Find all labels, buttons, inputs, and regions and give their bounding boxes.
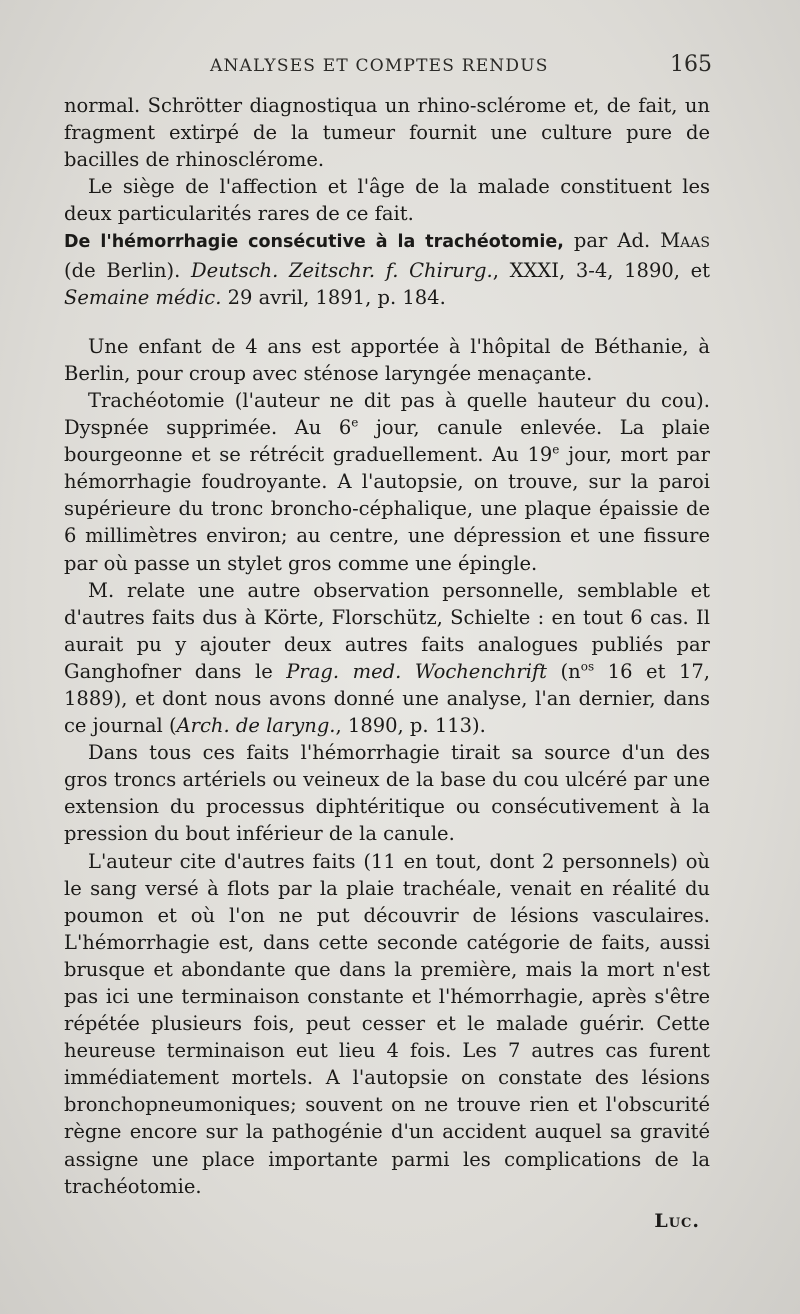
ordinal-suffix: e [351, 415, 359, 430]
other-cases-text-c: 16 et 17, 1889), et dont nous avons donné une analyse, l'an dernier, dans ce journal ( [64, 659, 710, 738]
paragraph-course [64, 387, 710, 577]
other-cases-text-a: M. relate une autre observation personnelle, semblable et d'autres faits dus à Körte, Florschütz, Schielte : en tout 6 cas. Il aurait pu y ajouter deux autres faits analogues publiés par Ganghofner dans le [64, 578, 710, 683]
paragraph-case: Une enfant de 4 ans est apportée à l'hôpital de Béthanie, à Berlin, pour croup avec sténose laryngée menaçante. [64, 334, 710, 385]
article-heading [64, 227, 710, 310]
body-text [64, 92, 710, 1235]
paragraph-source: Dans tous ces faits l'hémorrhagie tirait sa source d'un des gros troncs artériels ou veineux de la base du cou ulcéré par une extension du processus diphtéritique ou consécutivement à la pression du bout inférieur de la canule. [64, 741, 710, 846]
article-journal: Deutsch. Zeitschr. f. Chirurg. [191, 258, 493, 282]
article-journal-2: Semaine médic. [64, 285, 222, 309]
paragraph-other-cases [64, 577, 710, 740]
ordinal-suffix: e [552, 442, 560, 457]
article-reference-1: , XXXI, 3-4, 1890, et [492, 258, 711, 282]
paragraph-continuation: normal. Schrötter diagnostiqua un rhino-sclérome et, de fait, un fragment extirpé de la tumeur fournit une culture pure de bacilles de rhinosclérome. [64, 94, 710, 172]
article-author: Maas [660, 229, 710, 253]
article-by: par Ad. [563, 229, 661, 253]
other-cases-text-b: (n [547, 659, 581, 683]
paragraph-remark: Le siège de l'affection et l'âge de la malade constituent les deux particularités rares de ce fait. [64, 175, 710, 226]
article-reference-2: 29 avril, 1891, p. 184. [221, 285, 446, 309]
course-text-b: jour, canule enlevée. La plaie bourgeonne et se rétrécit graduellement. Au 19 [64, 416, 710, 467]
journal-arch: Arch. de laryng. [176, 714, 336, 738]
article-title: De l'hémorrhagie consécutive à la trachéotomie, [64, 232, 564, 253]
course-text-c: jour, mort par hémorrhagie foudroyante. A l'autopsie, on trouve, sur la paroi supérieure du tronc broncho-céphalique, une plaque épaissie de 6 millimètres environ; au centre, une dépression et une fissure par où passe un stylet gros comme une épingle. [64, 443, 710, 575]
article-location: (de Berlin). [64, 258, 192, 282]
paragraph-pulmonary: L'auteur cite d'autres faits (11 en tout, dont 2 personnels) où le sang versé à flots par la plaie trachéale, venait en réalité du poumon et où l'on ne put découvrir de lésions vasculaires. L'hémorrhagie est, dans cette seconde catégorie de faits, aussi brusque et abondante que dans la première, mais la mort n'est pas ici une terminaison constante et l'hémorrhagie, après s'être répétée plusieurs fois, peut cesser et le malade guérir. Cette heureuse terminaison eut lieu 4 fois. Les 7 autres cas furent immédiatement mortels. A l'autopsie on constate des lésions bronchopneumoniques; souvent on ne trouve rien et l'obscurité règne encore sur la pathogénie d'un accident auquel sa gravité assigne une place importante parmi les complications de la trachéotomie. [64, 849, 710, 1198]
course-text-a: Trachéotomie (l'auteur ne dit pas à quelle hauteur du cou). Dyspnée supprimée. Au 6 [64, 388, 710, 440]
signature: Luc. [654, 1209, 700, 1232]
other-cases-text-d: , 1890, p. 113). [335, 714, 486, 738]
running-head: ANALYSES ET COMPTES RENDUS [210, 56, 549, 76]
journal-prag: Prag. med. Wochenchrift [286, 659, 547, 683]
number-abbrev-suffix: os [580, 659, 595, 674]
page-number: 165 [670, 52, 712, 77]
